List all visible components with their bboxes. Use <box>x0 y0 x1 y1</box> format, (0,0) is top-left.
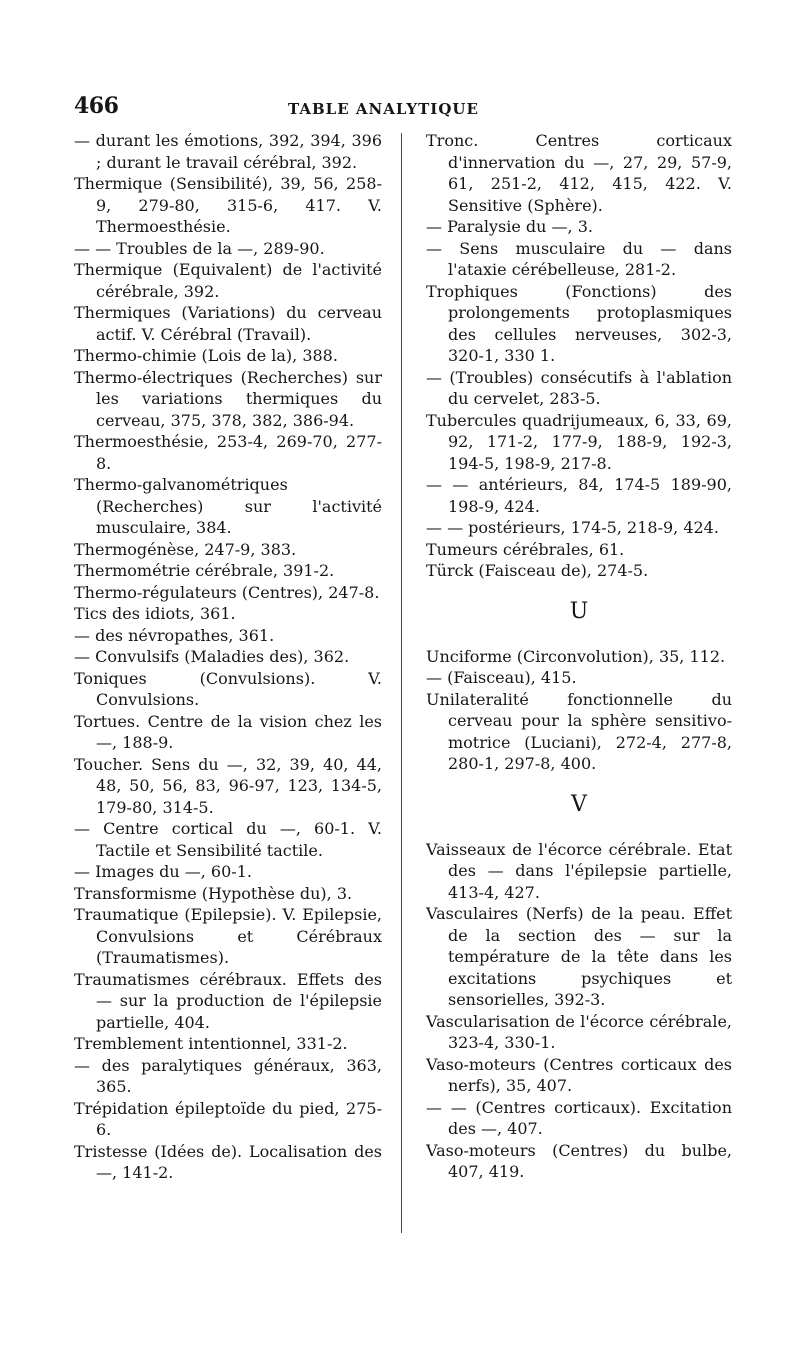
index-entry: — — postérieurs, 174-5, 218-9, 424. <box>426 518 719 537</box>
index-entry: — des paralytiques généraux, 363, 365. <box>74 1055 382 1096</box>
index-entry: — Paralysie du —, 3. <box>426 217 593 236</box>
index-entry: Traumatismes cérébraux. Effets des — sur la production de l'épilepsie partielle, 404. <box>74 969 382 1032</box>
index-entry: Transformisme (Hypothèse du), 3. <box>74 883 353 903</box>
index-entry: Tubercules quadrijumeaux, 6, 33, 69, 92, 171-2, 177-9, 188-9, 192-3, 194-5, 198-9, 217-8. <box>426 410 732 473</box>
index-entry: Thermogénèse, 247-9, 383. <box>74 539 297 559</box>
index-entry: Thermique (Sensibilité), 39, 56, 258-9, 279-80, 315-6, 417. V. Thermoesthésie. <box>74 174 382 236</box>
index-entry: Türck (Faisceau de), 274-5. <box>426 561 649 580</box>
page-number: 466 <box>74 93 119 119</box>
index-entry: — — (Centres corticaux). Excitation des —, 407. <box>426 1097 732 1138</box>
index-entry: — — antérieurs, 84, 174-5 189-90, 198-9, 424. <box>426 475 732 516</box>
index-entry: — Sens musculaire du — dans l'ataxie cérébelleuse, 281-2. <box>426 238 732 279</box>
index-entry: — des névropathes, 361. <box>74 625 275 645</box>
index-entry: — Convulsifs (Maladies des), 362. <box>74 647 350 666</box>
index-entry: — (Faisceau), 415. <box>426 668 577 687</box>
section-heading-u: U <box>569 598 589 624</box>
index-entry: Thermo-régulateurs (Centres), 247-8. <box>74 582 380 602</box>
index-entry: Tics des idiots, 361. <box>74 604 236 623</box>
index-entry: Thermique (Equivalent) de l'activité cérébrale, 392. <box>74 260 382 301</box>
index-entry: Tremblement intentionnel, 331-2. <box>74 1034 348 1053</box>
left-column <box>74 130 382 1184</box>
index-entry: Thermométrie cérébrale, 391-2. <box>74 561 335 580</box>
index-entry: Traumatique (Epilepsie). V. Epilepsie, Convulsions et Cérébraux (Traumatismes). <box>74 905 382 967</box>
index-entry: Thermoesthésie, 253-4, 269-70, 277-8. <box>74 432 382 473</box>
index-entry: Thermo-chimie (Lois de la), 388. <box>74 346 338 365</box>
right-column <box>426 130 732 1183</box>
index-entry: Thermiques (Variations) du cerveau actif. V. Cérébral (Travail). <box>74 303 382 344</box>
column-divider <box>401 133 402 1233</box>
index-entry: Thermo-galvanométriques (Recherches) sur l'activité musculaire, 384. <box>74 475 382 537</box>
index-entry: Vascularisation de l'écorce cérébrale, 323-4, 330-1. <box>426 1011 732 1052</box>
index-entry: Vasculaires (Nerfs) de la peau. Effet de la section des — sur la température de la tête dans les excitations psychiques et sensorielles, 392-3. <box>426 904 732 1009</box>
index-entry: — Images du —, 60-1. <box>74 862 252 881</box>
index-entry: Tronc. Centres corticaux d'innervation du —, 27, 29, 57-9, 61, 251-2, 412, 415, 422. V. Sensitive (Sphère). <box>426 131 732 215</box>
index-entry: Toniques (Convulsions). V. Convulsions. <box>74 668 382 709</box>
index-entry: Unilateralité fonctionnelle du cerveau pour la sphère sensitivo-motrice (Luciani), 272-4, 277-8, 280-1, 297-8, 400. <box>426 689 732 773</box>
index-entry: — Centre cortical du —, 60-1. V. Tactile et Sensibilité tactile. <box>74 819 382 860</box>
section-heading-v: V <box>571 791 587 817</box>
index-entry: Vaso-moteurs (Centres) du bulbe, 407, 419. <box>426 1140 732 1181</box>
index-entry: Tumeurs cérébrales, 61. <box>426 539 625 559</box>
index-entry: Thermo-électriques (Recherches) sur les variations thermiques du cerveau, 375, 378, 382, 386-94. <box>74 367 382 430</box>
index-entry: Trophiques (Fonctions) des prolongements protoplasmiques des cellules nerveuses, 302-3, 320-1, 330 1. <box>426 281 732 365</box>
index-entry: Tortues. Centre de la vision chez les —, 188-9. <box>74 711 382 752</box>
running-title: TABLE ANALYTIQUE <box>288 100 479 118</box>
index-entry: — durant les émotions, 392, 394, 396 ; durant le travail cérébral, 392. <box>74 131 382 172</box>
index-entry: Vaisseaux de l'écorce cérébrale. Etat des — dans l'épilepsie partielle, 413-4, 427. <box>426 839 732 902</box>
index-entry: — (Troubles) consécutifs à l'ablation du cervelet, 283-5. <box>426 367 732 408</box>
index-entry: Unciforme (Circonvolution), 35, 112. <box>426 646 726 666</box>
index-entry: Vaso-moteurs (Centres corticaux des nerfs), 35, 407. <box>426 1054 732 1095</box>
index-entry: Toucher. Sens du —, 32, 39, 40, 44, 48, 50, 56, 83, 96-97, 123, 134-5, 179-80, 314-5. <box>74 754 382 817</box>
index-entry: Tristesse (Idées de). Localisation des —, 141-2. <box>74 1141 382 1182</box>
index-entry: — — Troubles de la —, 289-90. <box>74 238 325 258</box>
index-entry: Trépidation épileptoïde du pied, 275-6. <box>74 1098 382 1139</box>
